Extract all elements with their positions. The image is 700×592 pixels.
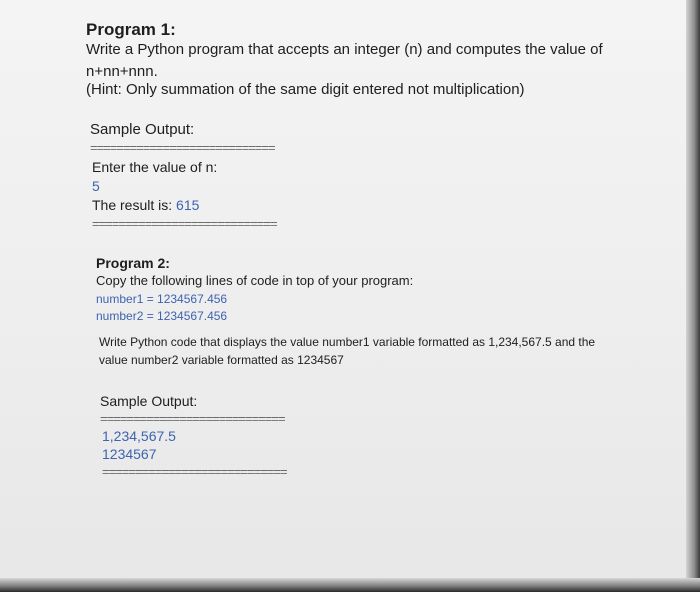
program2-code-line1: number1 = 1234567.456 bbox=[96, 292, 228, 306]
program2-separator-bottom: ============================ bbox=[102, 464, 287, 479]
program2-title: Program 2: bbox=[96, 255, 170, 271]
program1-title: Program 1: bbox=[86, 20, 176, 39]
program1-sample-output-label: Sample Output: bbox=[90, 121, 195, 138]
program1-result-value: 615 bbox=[176, 197, 200, 213]
screen-edge-shadow bbox=[686, 0, 700, 592]
program1-prompt: Enter the value of n: bbox=[92, 159, 218, 175]
program2-instruction: Copy the following lines of code in top of your program: bbox=[96, 273, 414, 288]
program1-description-line1: Write a Python program that accepts an integer (n) and computes the value of bbox=[86, 41, 603, 58]
program1-result-line bbox=[92, 197, 199, 213]
program2-separator-top: ============================ bbox=[100, 411, 285, 426]
program2-task-line2: value number2 variable formatted as 1234567 bbox=[99, 353, 344, 367]
program2-output-line2: 1234567 bbox=[102, 446, 157, 462]
program1-description-line2: n+nn+nnn. bbox=[86, 63, 158, 80]
program2-output-line1: 1,234,567.5 bbox=[102, 428, 176, 444]
program1-hint: (Hint: Only summation of the same digit entered not multiplication) bbox=[86, 81, 525, 98]
program2-code-line2: number2 = 1234567.456 bbox=[96, 309, 228, 323]
screen-bottom-shadow bbox=[0, 578, 700, 592]
program1-input-value: 5 bbox=[92, 178, 100, 194]
program1-result-label: The result is: bbox=[92, 197, 173, 213]
program1-separator-bottom: ============================ bbox=[92, 216, 277, 231]
program2-sample-output-label: Sample Output: bbox=[100, 393, 198, 409]
program1-separator-top: ============================ bbox=[90, 140, 275, 155]
program2-task-line1: Write Python code that displays the value number1 variable formatted as 1,234,567.5 and the bbox=[99, 335, 596, 349]
